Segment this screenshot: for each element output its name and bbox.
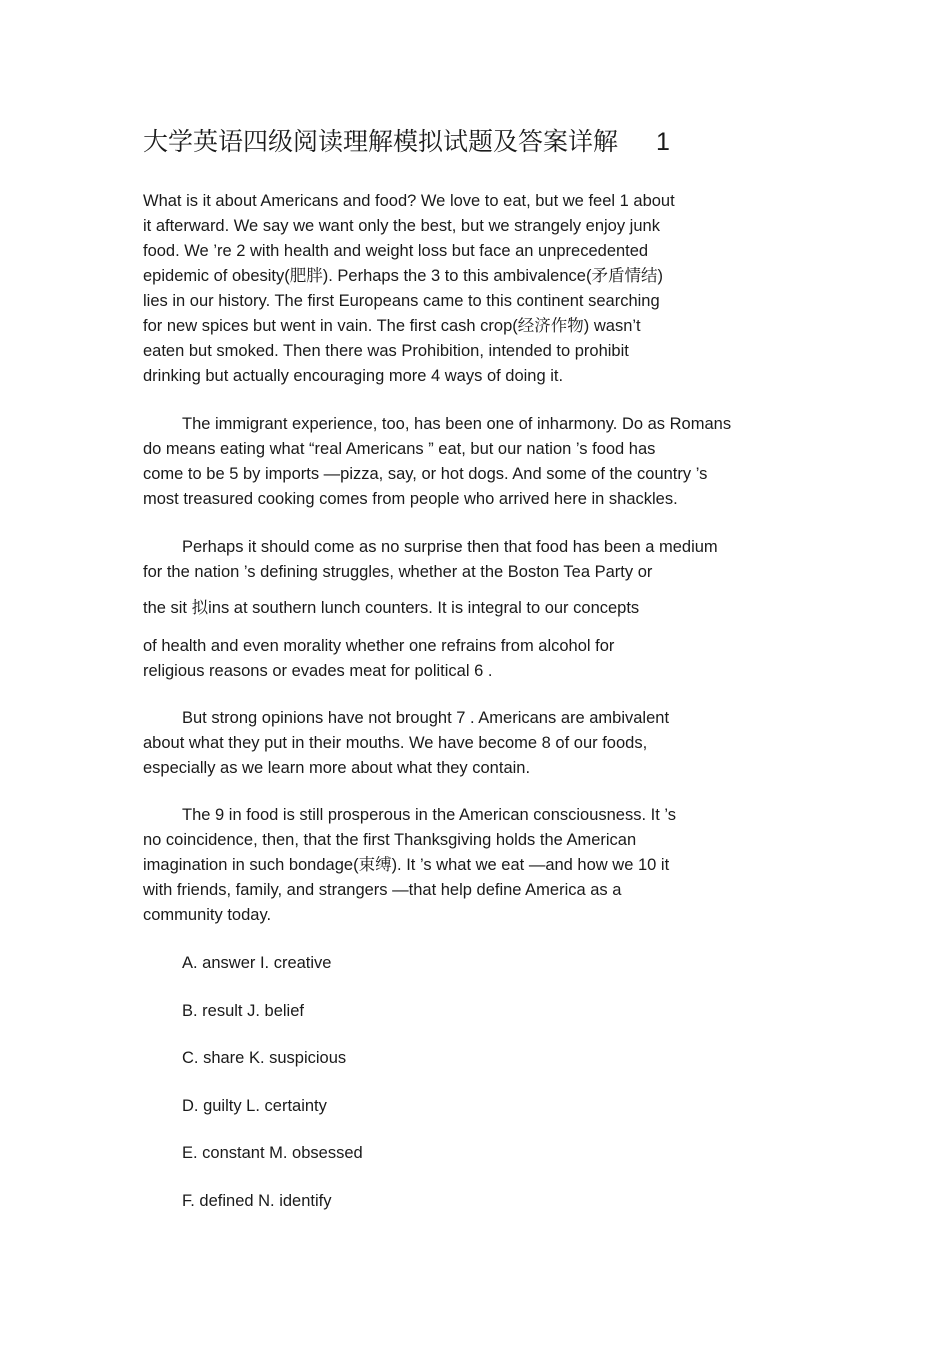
option-row: D. guilty L. certainty [182, 1096, 327, 1115]
title-number: 1 [656, 128, 670, 156]
paragraph-1-line-6: for new spices but went in vain. The first cash crop(经济作物) wasn’t [143, 317, 641, 335]
paragraph-1-line-2: it afterward. We say we want only the best, but we strangely enjoy junk [143, 217, 660, 235]
option-row: B. result J. belief [182, 1001, 304, 1020]
paragraph-5-line-2: no coincidence, then, that the first Thanksgiving holds the American [143, 831, 637, 849]
paragraph-2-line-4: most treasured cooking comes from people who arrived here in shackles. [143, 490, 678, 508]
paragraph-1 [143, 189, 823, 389]
option-row: C. share K. suspicious [182, 1049, 347, 1068]
paragraph-2 [143, 412, 823, 512]
option-row: F. defined N. identify [182, 1191, 332, 1210]
paragraph-3-line-3: the sit 拟ins at southern lunch counters. It is integral to our concepts [143, 599, 640, 617]
paragraph-4-line-2: about what they put in their mouths. We have become 8 of our foods, [143, 734, 648, 752]
paragraph-5-line-3: imagination in such bondage(束缚). It ’s what we eat —and how we 10 it [143, 856, 670, 874]
paragraph-4-line-3: especially as we learn more about what they contain. [143, 759, 531, 777]
paragraph-3-end [143, 634, 823, 684]
paragraph-1-line-1: What is it about Americans and food? We love to eat, but we feel 1 about [143, 192, 675, 210]
title-text: 大学英语四级阅读理解模拟试题及答案详解 [143, 128, 619, 156]
paragraph-1-line-3: food. We ’re 2 with health and weight loss but face an unprecedented [143, 242, 649, 260]
paragraph-1-line-5: lies in our history. The first Europeans came to this continent searching [143, 292, 660, 310]
page-title [143, 126, 670, 158]
paragraph-5 [143, 803, 823, 928]
paragraph-3-line-2: for the nation ’s defining struggles, whether at the Boston Tea Party or [143, 563, 653, 581]
answer-options [182, 951, 363, 1237]
paragraph-1-line-8: drinking but actually encouraging more 4 ways of doing it. [143, 367, 564, 385]
paragraph-1-line-7: eaten but smoked. Then there was Prohibition, intended to prohibit [143, 342, 629, 360]
paragraph-5-line-5: community today. [143, 906, 272, 924]
paragraph-4 [143, 706, 823, 781]
paragraph-1-line-4: epidemic of obesity(肥胖). Perhaps the 3 to this ambivalence(矛盾情结) [143, 267, 663, 285]
paragraph-2-line-1: The immigrant experience, too, has been one of inharmony. Do as Romans [182, 415, 732, 433]
paragraph-3-continued [143, 596, 823, 621]
paragraph-2-line-2: do means eating what “real Americans ” eat, but our nation ’s food has [143, 440, 656, 458]
paragraph-3-line-1: Perhaps it should come as no surprise then that food has been a medium [182, 538, 718, 556]
option-row: A. answer I. creative [182, 954, 332, 972]
paragraph-2-line-3: come to be 5 by imports —pizza, say, or hot dogs. And some of the country ’s [143, 465, 708, 483]
paragraph-3 [143, 535, 823, 585]
option-row: E. constant M. obsessed [182, 1144, 363, 1163]
paragraph-5-line-1: The 9 in food is still prosperous in the American consciousness. It ’s [182, 806, 677, 824]
paragraph-3-line-5: religious reasons or evades meat for political 6 . [143, 662, 493, 680]
paragraph-3-line-4: of health and even morality whether one refrains from alcohol for [143, 637, 615, 655]
paragraph-4-line-1: But strong opinions have not brought 7 . Americans are ambivalent [182, 709, 670, 727]
paragraph-5-line-4: with friends, family, and strangers —that help define America as a [143, 881, 622, 899]
